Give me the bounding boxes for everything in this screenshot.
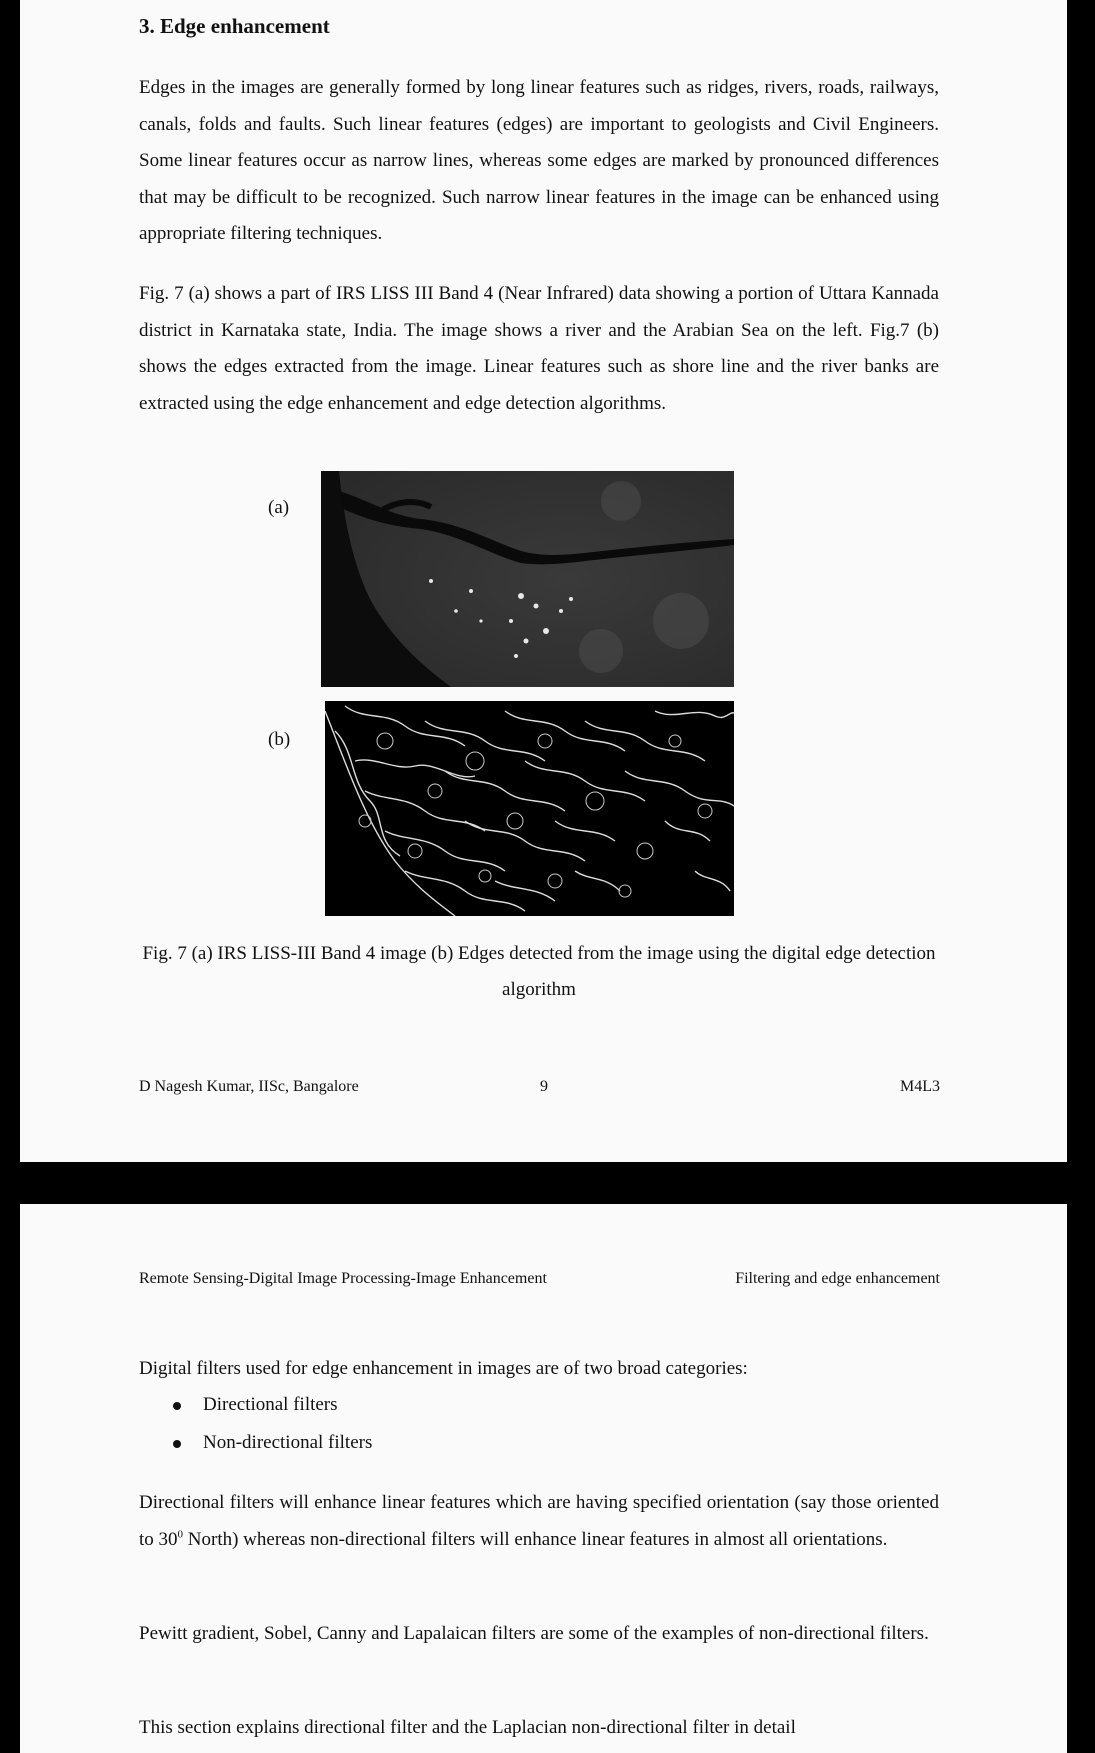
footer-module-code: M4L3 [900, 1078, 940, 1095]
paragraph-fig7-description: Fig. 7 (a) shows a part of IRS LISS III Band 4 (Near Infrared) data showing a portion of Uttara Kannada district in Karnataka state, India. The image shows a river and the Arabian Sea on the left. Fig.7 (b) shows the edges extracted from the image. Linear features such as shore line and the river banks are extracted using the edge enhancement and edge detection algorithms. [139, 283, 939, 414]
edge-detection-image [325, 701, 734, 916]
footer-author: D Nagesh Kumar, IISc, Bangalore [139, 1078, 359, 1095]
header-topic: Filtering and edge enhancement [735, 1270, 940, 1287]
page-1 [20, 0, 1067, 1162]
section-title: 3. Edge enhancement [139, 14, 330, 38]
paragraph-non-directional-examples: Pewitt gradient, Sobel, Canny and Lapalaican filters are some of the examples of non-directional filters. [139, 1623, 929, 1644]
page-2 [20, 1204, 1067, 1753]
filter-category-list [139, 1390, 372, 1466]
page-number: 9 [540, 1078, 548, 1095]
list-item: Directional filters [139, 1390, 372, 1428]
figure-label-a: (a) [268, 497, 290, 518]
figure-label-b: (b) [268, 729, 291, 750]
figure-caption: Fig. 7 (a) IRS LISS-III Band 4 image (b) Edges detected from the image using the digital edge detection algorithm [142, 943, 936, 1000]
bullet-icon [173, 1402, 181, 1410]
satellite-image [321, 471, 734, 687]
paragraph-filter-categories: Digital filters used for edge enhancement in images are of two broad categories: [139, 1358, 748, 1379]
paragraph-section-overview: This section explains directional filter and the Laplacian non-directional filter in detail [139, 1717, 796, 1738]
list-item: Non-directional filters [139, 1428, 372, 1466]
paragraph-directional-filters: Directional filters will enhance linear features which are having specified orientation (say those oriented to $30^0$ North) whereas non-directional filters will enhance linear features in almost all orientations. [139, 1492, 939, 1550]
paragraph-edges-intro: Edges in the images are generally formed by long linear features such as ridges, rivers, roads, railways, canals, folds and faults. Such linear features (edges) are important to geologists and Civil Engineers. Some linear features occur as narrow lines, whereas some edges are marked by pronounced differences that may be difficult to be recognized. Such narrow linear features in the image can be enhanced using appropriate filtering techniques. [139, 77, 939, 245]
header-course-title: Remote Sensing-Digital Image Processing-Image Enhancement [139, 1270, 547, 1287]
bullet-icon [173, 1440, 181, 1448]
